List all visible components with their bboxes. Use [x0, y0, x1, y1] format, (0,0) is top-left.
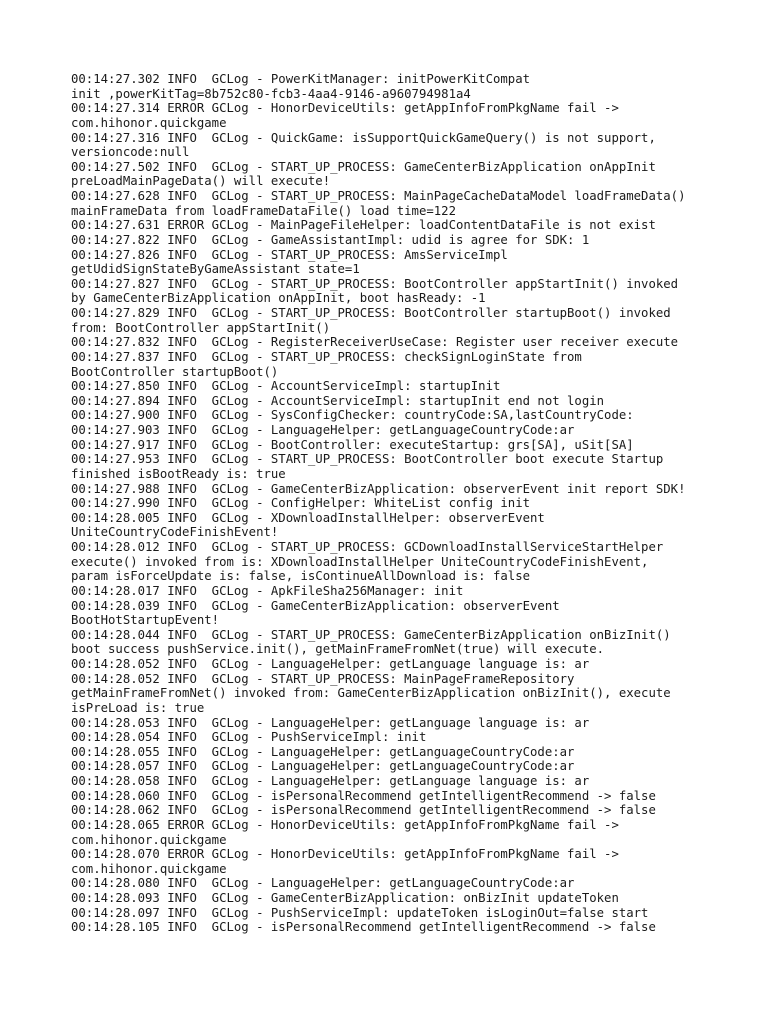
- log-line: 00:14:27.314 ERROR GCLog - HonorDeviceUtils: getAppInfoFromPkgName fail ->: [71, 101, 619, 116]
- log-line: isPreLoad is: true: [71, 700, 205, 715]
- log-line: 00:14:28.080 INFO GCLog - LanguageHelper: getLanguageCountryCode:ar: [71, 876, 575, 891]
- log-line: 00:14:28.060 INFO GCLog - isPersonalRecommend getIntelligentRecommend -> false: [71, 788, 656, 803]
- log-text-block: [71, 72, 711, 935]
- log-line: 00:14:27.316 INFO GCLog - QuickGame: isSupportQuickGameQuery() is not support,: [71, 130, 656, 145]
- log-line: 00:14:27.631 ERROR GCLog - MainPageFileHelper: loadContentDataFile is not exist: [71, 218, 656, 233]
- log-line: 00:14:27.990 INFO GCLog - ConfigHelper: WhiteList config init: [71, 496, 531, 511]
- log-line: by GameCenterBizApplication onAppInit, boot hasReady: -1: [71, 291, 486, 306]
- log-line: getMainFrameFromNet() invoked from: GameCenterBizApplication onBizInit(), execute: [71, 686, 671, 701]
- log-line: 00:14:28.057 INFO GCLog - LanguageHelper: getLanguageCountryCode:ar: [71, 759, 575, 774]
- log-line: 00:14:28.017 INFO GCLog - ApkFileSha256Manager: init: [71, 583, 464, 598]
- log-line: 00:14:27.628 INFO GCLog - START_UP_PROCESS: MainPageCacheDataModel loadFrameData(): [71, 189, 686, 203]
- log-line: com.hihonor.quickgame: [71, 832, 227, 847]
- log-line: 00:14:27.502 INFO GCLog - START_UP_PROCESS: GameCenterBizApplication onAppInit: [71, 159, 656, 174]
- log-line: 00:14:27.900 INFO GCLog - SysConfigChecker: countryCode:SA,lastCountryCode:: [71, 408, 634, 423]
- log-line: finished isBootReady is: true: [71, 466, 286, 481]
- log-line: 00:14:27.988 INFO GCLog - GameCenterBizApplication: observerEvent init report SDK!: [71, 481, 686, 496]
- log-line: 00:14:27.850 INFO GCLog - AccountServiceImpl: startupInit: [71, 379, 501, 394]
- log-line: 00:14:28.065 ERROR GCLog - HonorDeviceUtils: getAppInfoFromPkgName fail ->: [71, 817, 619, 832]
- log-line: 00:14:28.070 ERROR GCLog - HonorDeviceUtils: getAppInfoFromPkgName fail ->: [71, 847, 619, 862]
- log-line: from: BootController appStartInit(): [71, 320, 331, 335]
- log-line: getUdidSignStateByGameAssistant state=1: [71, 262, 360, 277]
- log-line: 00:14:27.953 INFO GCLog - START_UP_PROCESS: BootController boot execute Startup: [71, 452, 664, 467]
- log-line: 00:14:27.832 INFO GCLog - RegisterReceiverUseCase: Register user receiver execute: [71, 335, 679, 350]
- log-line: 00:14:28.105 INFO GCLog - isPersonalRecommend getIntelligentRecommend -> false: [71, 920, 656, 935]
- log-line: 00:14:27.829 INFO GCLog - START_UP_PROCESS: BootController startupBoot() invoked: [71, 306, 671, 320]
- log-line: 00:14:28.053 INFO GCLog - LanguageHelper: getLanguage language is: ar: [71, 715, 590, 730]
- log-line: 00:14:28.052 INFO GCLog - START_UP_PROCESS: MainPageFrameRepository: [71, 671, 575, 686]
- log-line: 00:14:27.826 INFO GCLog - START_UP_PROCESS: AmsServiceImpl: [71, 247, 508, 262]
- log-line: init ,powerKitTag=8b752c80-fcb3-4aa4-9146-a960794981a4: [71, 86, 471, 101]
- log-line: 00:14:28.054 INFO GCLog - PushServiceImpl: init: [71, 730, 427, 745]
- log-line: 00:14:28.062 INFO GCLog - isPersonalRecommend getIntelligentRecommend -> false: [71, 803, 656, 818]
- log-line: 00:14:28.012 INFO GCLog - START_UP_PROCESS: GCDownloadInstallServiceStartHelper: [71, 540, 664, 554]
- log-line: execute() invoked from is: XDownloadInstallHelper UniteCountryCodeFinishEvent,: [71, 554, 649, 569]
- log-line: boot success pushService.init(), getMainFrameFromNet(true) will execute.: [71, 642, 605, 657]
- log-line: 00:14:27.837 INFO GCLog - START_UP_PROCESS: checkSignLoginState from: [71, 349, 582, 364]
- log-line: 00:14:27.822 INFO GCLog - GameAssistantImpl: udid is agree for SDK: 1: [71, 232, 590, 247]
- log-line: 00:14:28.005 INFO GCLog - XDownloadInstallHelper: observerEvent: [71, 510, 545, 525]
- log-line: param isForceUpdate is: false, isContinueAllDownload is: false: [71, 569, 531, 584]
- log-line: 00:14:27.302 INFO GCLog - PowerKitManager: initPowerKitCompat: [71, 72, 531, 86]
- log-line: preLoadMainPageData() will execute!: [71, 174, 331, 189]
- log-line: 00:14:27.903 INFO GCLog - LanguageHelper: getLanguageCountryCode:ar: [71, 423, 575, 437]
- log-line: 00:14:28.039 INFO GCLog - GameCenterBizApplication: observerEvent: [71, 598, 560, 613]
- log-line: com.hihonor.quickgame: [71, 861, 227, 876]
- log-line: 00:14:28.055 INFO GCLog - LanguageHelper: getLanguageCountryCode:ar: [71, 744, 575, 759]
- log-line: BootHotStartupEvent!: [71, 613, 220, 628]
- log-line: 00:14:27.917 INFO GCLog - BootController: executeStartup: grs[SA], uSit[SA]: [71, 437, 634, 452]
- log-line: versioncode:null: [71, 145, 190, 160]
- log-line: com.hihonor.quickgame: [71, 115, 227, 130]
- log-line: 00:14:28.058 INFO GCLog - LanguageHelper: getLanguage language is: ar: [71, 774, 590, 788]
- log-line: UniteCountryCodeFinishEvent!: [71, 525, 279, 540]
- log-line: 00:14:28.044 INFO GCLog - START_UP_PROCESS: GameCenterBizApplication onBizInit(): [71, 627, 671, 642]
- log-line: 00:14:28.052 INFO GCLog - LanguageHelper: getLanguage language is: ar: [71, 657, 590, 671]
- log-line: BootController startupBoot(): [71, 364, 279, 379]
- log-line: 00:14:28.093 INFO GCLog - GameCenterBizApplication: onBizInit updateToken: [71, 891, 619, 905]
- log-line: 00:14:28.097 INFO GCLog - PushServiceImpl: updateToken isLoginOut=false start: [71, 905, 649, 920]
- log-line: 00:14:27.894 INFO GCLog - AccountServiceImpl: startupInit end not login: [71, 393, 605, 408]
- log-line: 00:14:27.827 INFO GCLog - START_UP_PROCESS: BootController appStartInit() invoked: [71, 276, 679, 291]
- log-line: mainFrameData from loadFrameDataFile() load time=122: [71, 203, 456, 218]
